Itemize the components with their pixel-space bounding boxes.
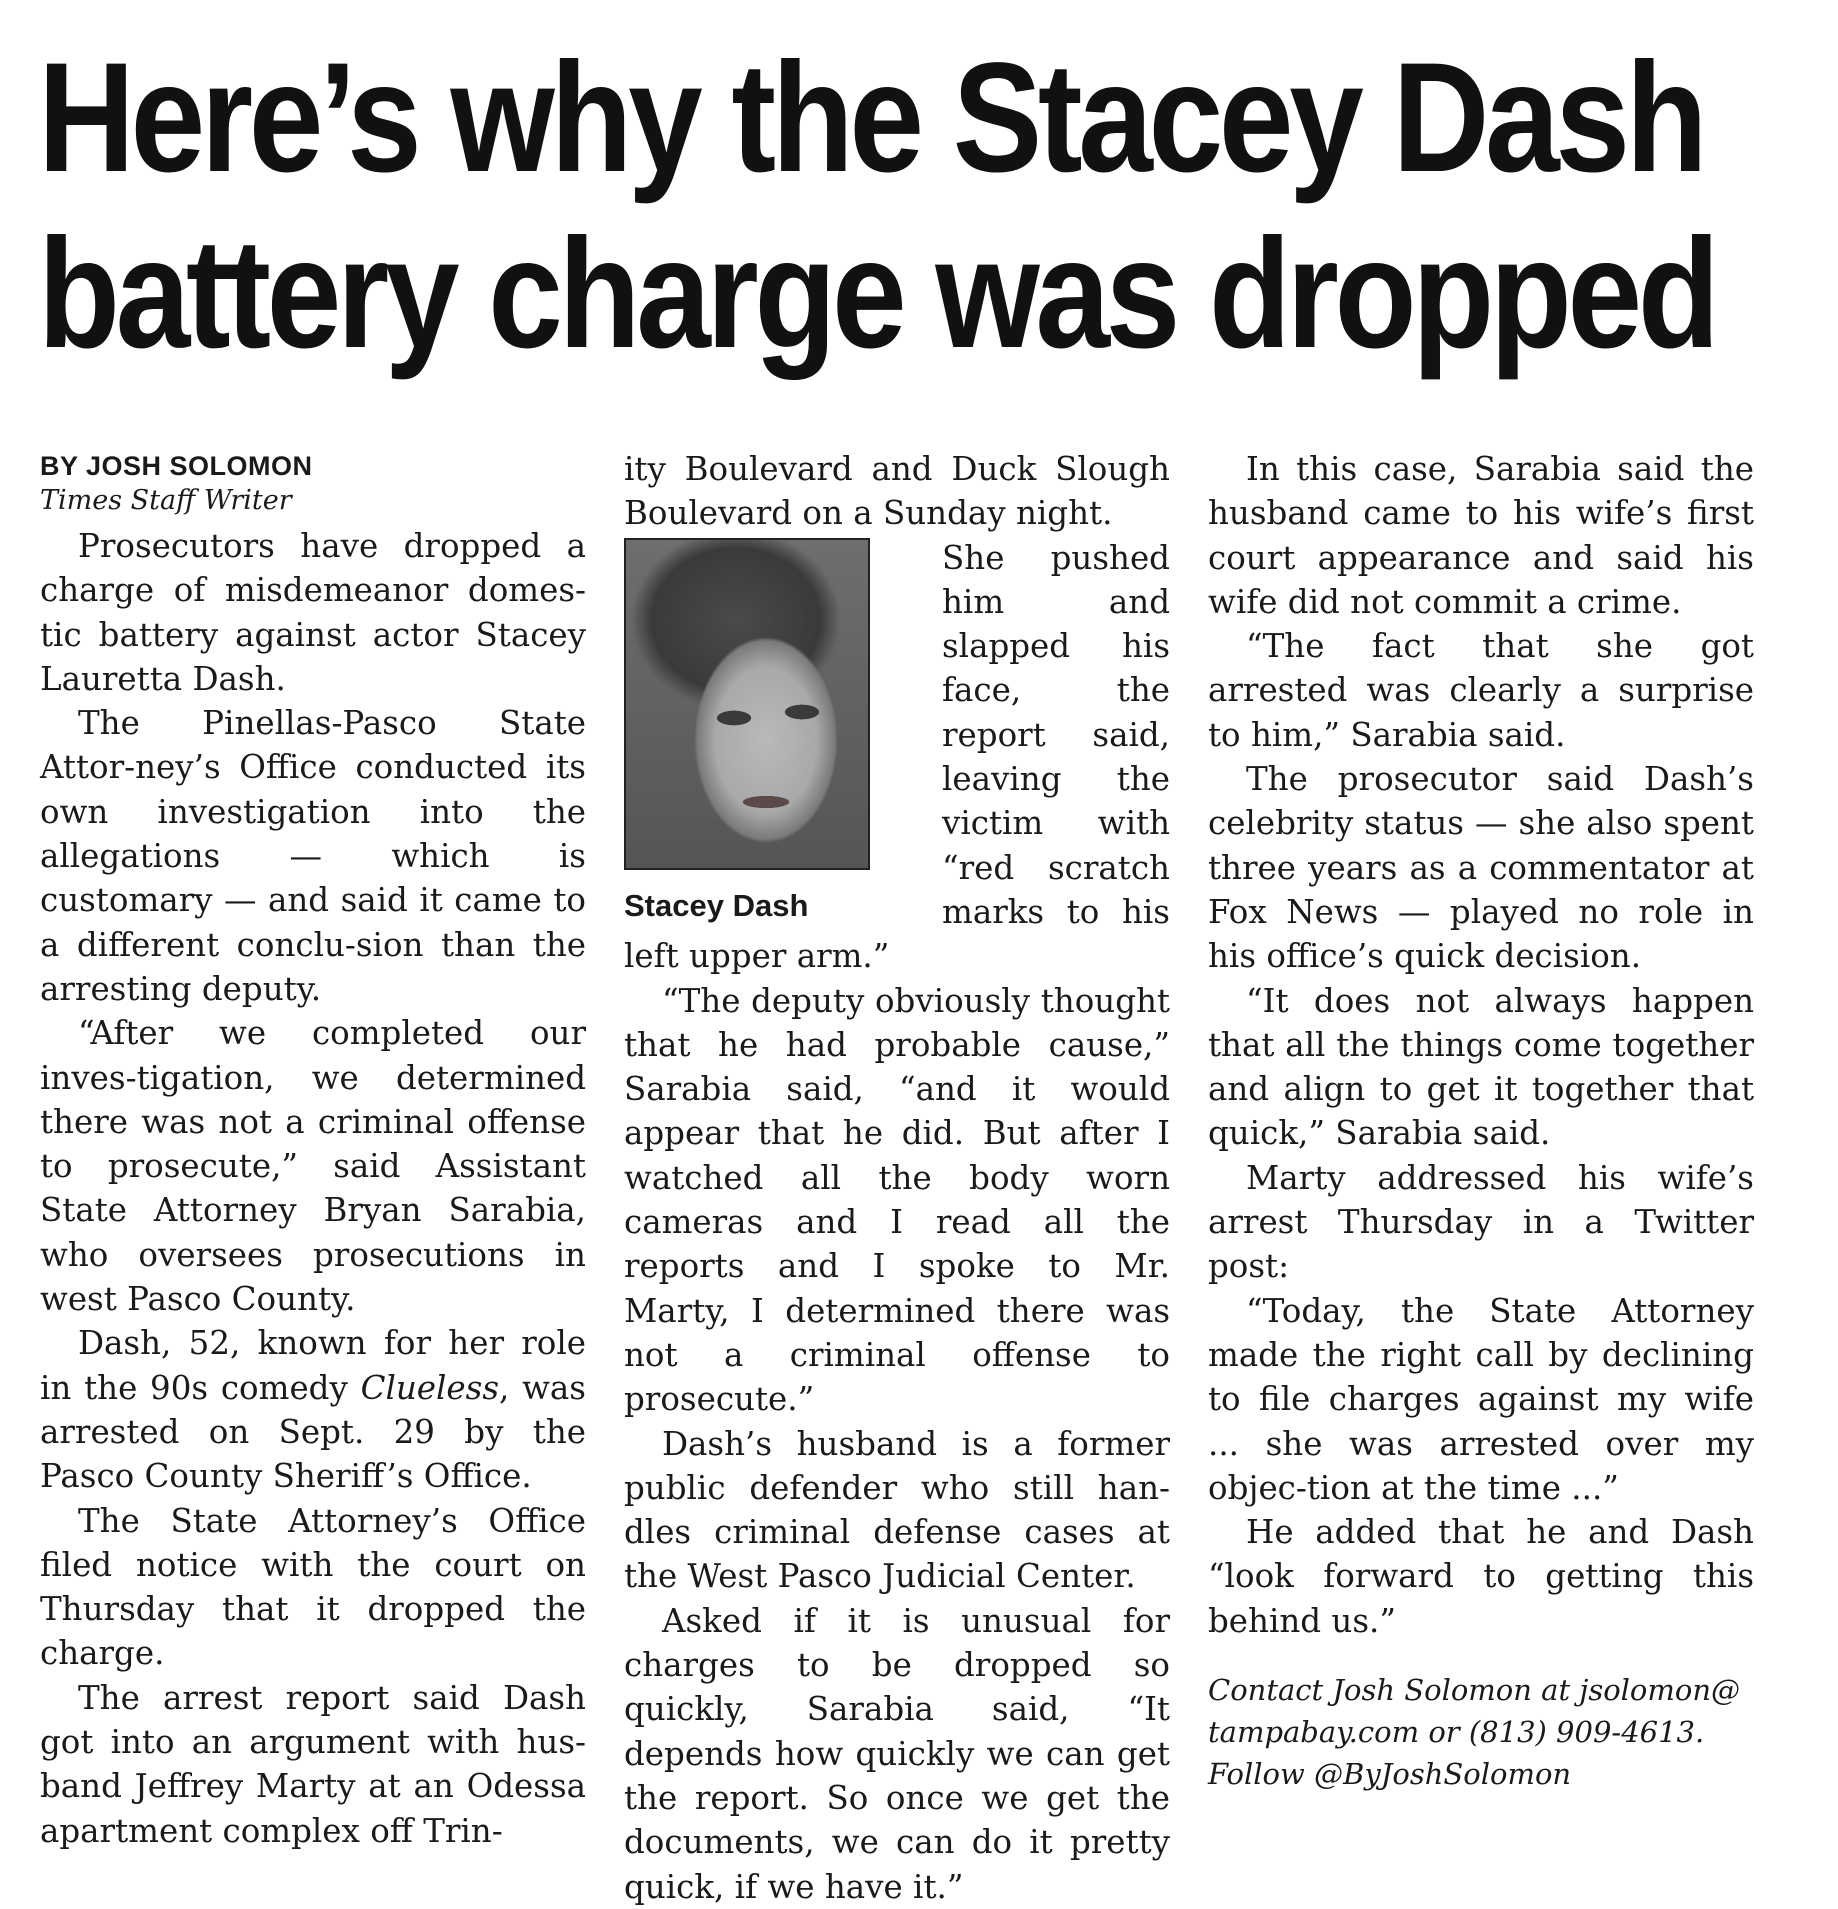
article-column-1: [40, 448, 586, 1853]
photo-caption: Stacey Dash: [624, 887, 809, 923]
photo-block: [624, 538, 914, 926]
paragraph: [40, 1321, 586, 1498]
headline: [38, 30, 1716, 382]
contact-info: [1208, 1669, 1754, 1795]
paragraph: “The fact that she got arrested was clearly a surprise to him,” Sarabia said.: [1208, 627, 1754, 754]
byline: BY JOSH SOLOMON: [40, 451, 313, 481]
paragraph: She pushed him and slapped his face, the report said, leaving the victim with “red scratch marks to his left upper arm.”: [624, 538, 1170, 976]
paragraph-continued: ity Boulevard and Duck Slough Boulevard on a Sunday night.: [624, 450, 1170, 533]
article-column-3: [1208, 447, 1754, 1795]
contact-line: Follow @ByJoshSolomon: [1208, 1757, 1572, 1792]
contact-line: tampabay.com or (813) 909-4613.: [1208, 1715, 1705, 1750]
paragraph: “After we completed our inves-tigation, we determined there was not a criminal offense to prosecute,” said Assistant State Attorney Bryan Sarabia, who oversees prosecutions in west Pasco County.: [40, 1014, 586, 1319]
paragraph: Prosecutors have dropped a charge of misdemeanor domes-tic battery against actor Stacey Lauretta Dash.: [40, 527, 586, 698]
paragraph: The State Attorney’s Office filed notice with the court on Thursday that it dropped the charge.: [40, 1501, 586, 1673]
article-column-2: [624, 447, 1170, 1909]
paragraph: “It does not always happen that all the things come together and align to get it together that quick,” Sarabia said.: [1208, 981, 1754, 1153]
portrait-photo: [624, 538, 870, 870]
paragraph: “Today, the State Attorney made the right call by declining to file charges against my wife ... she was arrested over my objec-tion at the time ...”: [1208, 1291, 1754, 1507]
headline-line-1: Here’s why the Stacey Dash: [38, 31, 1704, 205]
paragraph: Dash’s husband is a former public defender who still han-dles criminal defense cases at the West Pasco Judicial Center.: [624, 1424, 1170, 1596]
byline-title: Times Staff Writer: [40, 485, 292, 516]
text-run: Dash, 52, known for her role in the 90s comedy: [40, 1324, 586, 1407]
paragraph: Marty addressed his wife’s arrest Thursday in a Twitter post:: [1208, 1158, 1754, 1286]
paragraph: The arrest report said Dash got into an argument with hus-band Jeffrey Marty at an Odessa apartment complex off Trin-: [40, 1678, 586, 1850]
paragraph: The prosecutor said Dash’s celebrity status — she also spent three years as a commentator at Fox News — played no role in his office’s quick decision.: [1208, 760, 1754, 976]
paragraph: In this case, Sarabia said the husband came to his wife’s first court appearance and said his wife did not commit a crime.: [1208, 450, 1754, 621]
paragraph: Asked if it is unusual for charges to be dropped so quickly, Sarabia said, “It depends how quickly we can get the report. So once we get the documents, we can do it pretty quick, if we have it.”: [624, 1601, 1170, 1906]
paragraph: The Pinellas-Pasco State Attor-ney’s Office conducted its own investigation into the allegations — which is customary — and said it came to a different conclu-sion than the arresting deputy.: [40, 704, 586, 1008]
headline-line-2: battery charge was dropped: [38, 207, 1716, 381]
text-run: , was arrested on Sept. 29 by the Pasco County Sheriff’s Office.: [40, 1368, 586, 1496]
paragraph: “The deputy obviously thought that he had probable cause,” Sarabia said, “and it would appear that he did. But after I watched all the body worn cameras and I read all the reports and I spoke to Mr. Marty, I determined there was not a criminal offense to prosecute.”: [624, 981, 1170, 1419]
contact-line: Contact Josh Solomon at jsolomon@: [1208, 1673, 1741, 1708]
film-title: Clueless: [360, 1368, 500, 1407]
paragraph: He added that he and Dash “look forward to getting this behind us.”: [1208, 1513, 1754, 1640]
